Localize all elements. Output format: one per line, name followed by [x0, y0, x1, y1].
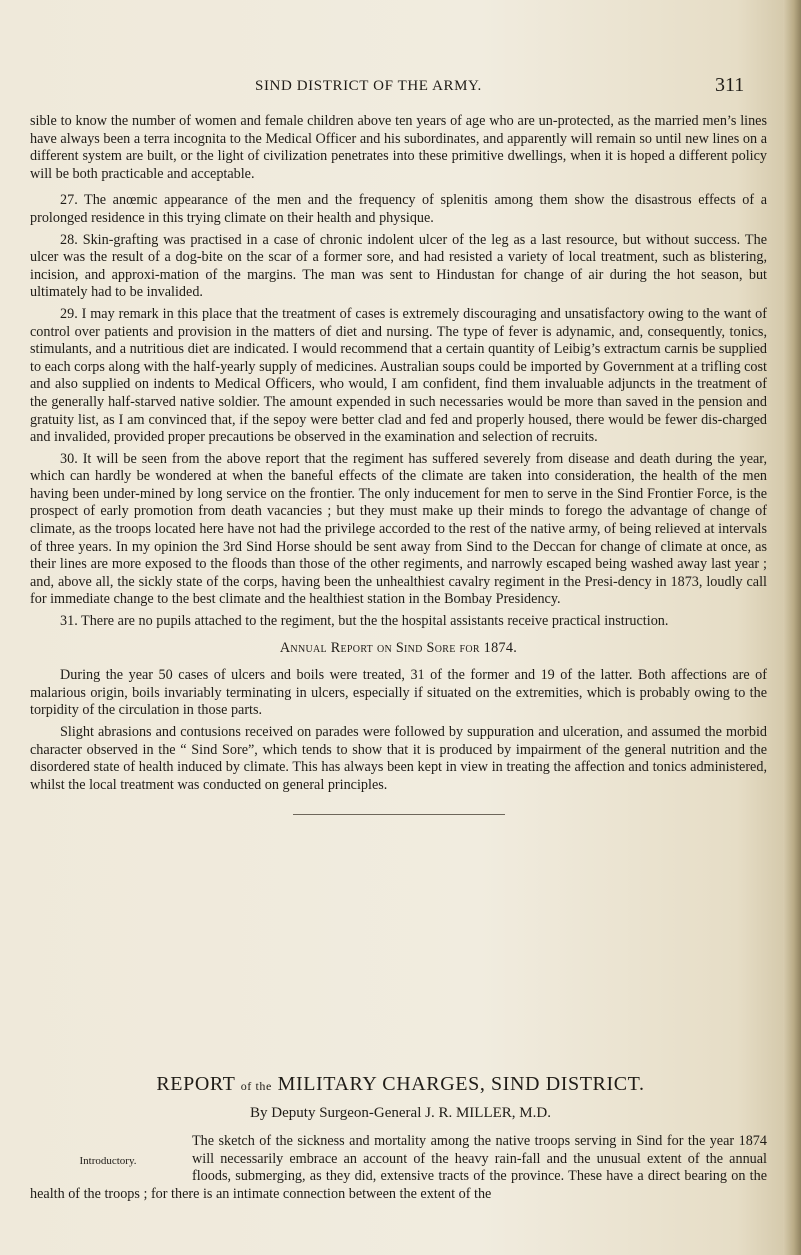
paragraph-continued: sible to know the number of women and female children above ten years of age who are un-protected, as the married men’s lines have always been a terra incognita to the Medical Officer and his subordinates, and apparently will remain so until new lines on a different system are built, or the light of civilization penetrates into these primitive dwellings, when it is hoped a different policy will be both practicable and acceptable.: [30, 113, 767, 182]
sore-paragraph-2: Slight abrasions and contusions received on parades were followed by suppuration and ulceration, and assumed the morbid character observed in the “ Sind Sore”, which tends to show that it is produced by impairment of the general nutrition and the disordered state of health induced by climate. This has always been kept in view in treating the affection and tonics administered, whilst the local treatment was conducted on general principles.: [30, 724, 767, 793]
report-title: REPORT of the MILITARY CHARGES, SIND DISTRICT.: [156, 1073, 645, 1095]
intro-paragraph: The sketch of the sickness and mortality among the native troops serving in Sind for the year 1874 will necessarily embrace an account of the heavy rain-fall and the unusual extent of the annual floods, submerging, as they did, extensive tracts of the province. These have a direct bearing on the health of the troops ; for there is an intimate connection between the extent of the: [30, 1133, 767, 1202]
paragraph-30: 30. It will be seen from the above report that the regiment has suffered severely from disease and death during the year, which can hardly be wondered at when the baneful effects of the climate are taken into consideration, the health of the men having been under-mined by long service on the frontier. The only inducement for men to serve in the Sind Frontier Force, is the prospect of early promotion from death vacancies ; but they must make up their minds to forego the advantage of change of climate, as the troops located here have not had the privilege accorded to the rest of the native army, of being relieved at intervals of three years. In my opinion the 3rd Sind Horse should be sent away from Sind to the Deccan for change of climate at once, as their lines are more exposed to the floods than those of the other regiments, and narrowly escaped being washed away last year ; and, above all, the sickly state of the corps, having been the unhealthiest cavalry regiment in the Presi-dency in 1873, loudly call for immediate change to the best climate and the healthiest station in the Bombay Presidency.: [30, 450, 767, 608]
main-text: [30, 113, 767, 815]
paragraph-31: 31. There are no pupils attached to the regiment, but the the hospital assistants receive practical instruction.: [60, 613, 669, 630]
running-title: SIND DISTRICT OF THE ARMY.: [255, 78, 482, 94]
paragraph-29: 29. I may remark in this place that the treatment of cases is extremely discouraging and unsatisfactory owing to the want of control over patients and provision in the matters of diet and nursing. The type of fever is adynamic, and, consequently, tonics, stimulants, and a nutritious diet are indicated. I would recommend that a certain quantity of Leibig’s extractum carnis be supplied to each corps along with the half-yearly supply of medicines. Australian soups could be imported by Government at a trifling cost and also supplied on indents to Medical Officers, who would, I am confident, find them invaluable adjuncts in the treatment of the generally half-starved native soldier. The amount expended in such necessaries would be more than saved in the pension and gratuity list, as I am convinced that, if the sepoy were better clad and fed and properly housed, there would be fewer dis-charged and invalided, provided proper precautions be observed in the examination and selection of recruits.: [30, 305, 767, 446]
page-edge: [783, 0, 801, 1255]
intro-section: [30, 1133, 767, 1203]
section-heading: Annual Report on Sind Sore for 1874.: [279, 639, 518, 656]
marginal-note: Introductory.: [79, 1155, 137, 1167]
report-byline: By Deputy Surgeon-General J. R. MILLER, M.D.: [250, 1105, 551, 1121]
page-header: [0, 74, 801, 100]
paragraph-28: 28. Skin-grafting was practised in a case of chronic indolent ulcer of the leg as a last resource, but without success. The ulcer was the result of a dog-bite on the scar of a former sore, and had resisted a variety of local treatment, such as blistering, incision, and approxi-mation of the margins. The man was sent to Hindustan for change of air during the hot season, but ultimately had to be invalided.: [30, 231, 767, 301]
sore-paragraph-1: During the year 50 cases of ulcers and boils were treated, 31 of the former and 19 of the latter. Both affections are of malarious origin, boils invariably terminating in ulcers, especially if situated on the extremities, which is probably owing to the torpidity of the circulation in those parts.: [30, 667, 767, 719]
title-of-the: of the: [240, 1079, 272, 1093]
paragraph-27: 27. The anœmic appearance of the men and the frequency of splenitis among them show the disastrous effects of a prolonged residence in this trying climate on their health and physique.: [30, 192, 767, 226]
section-divider: [293, 814, 505, 815]
page-number: 311: [715, 74, 745, 96]
